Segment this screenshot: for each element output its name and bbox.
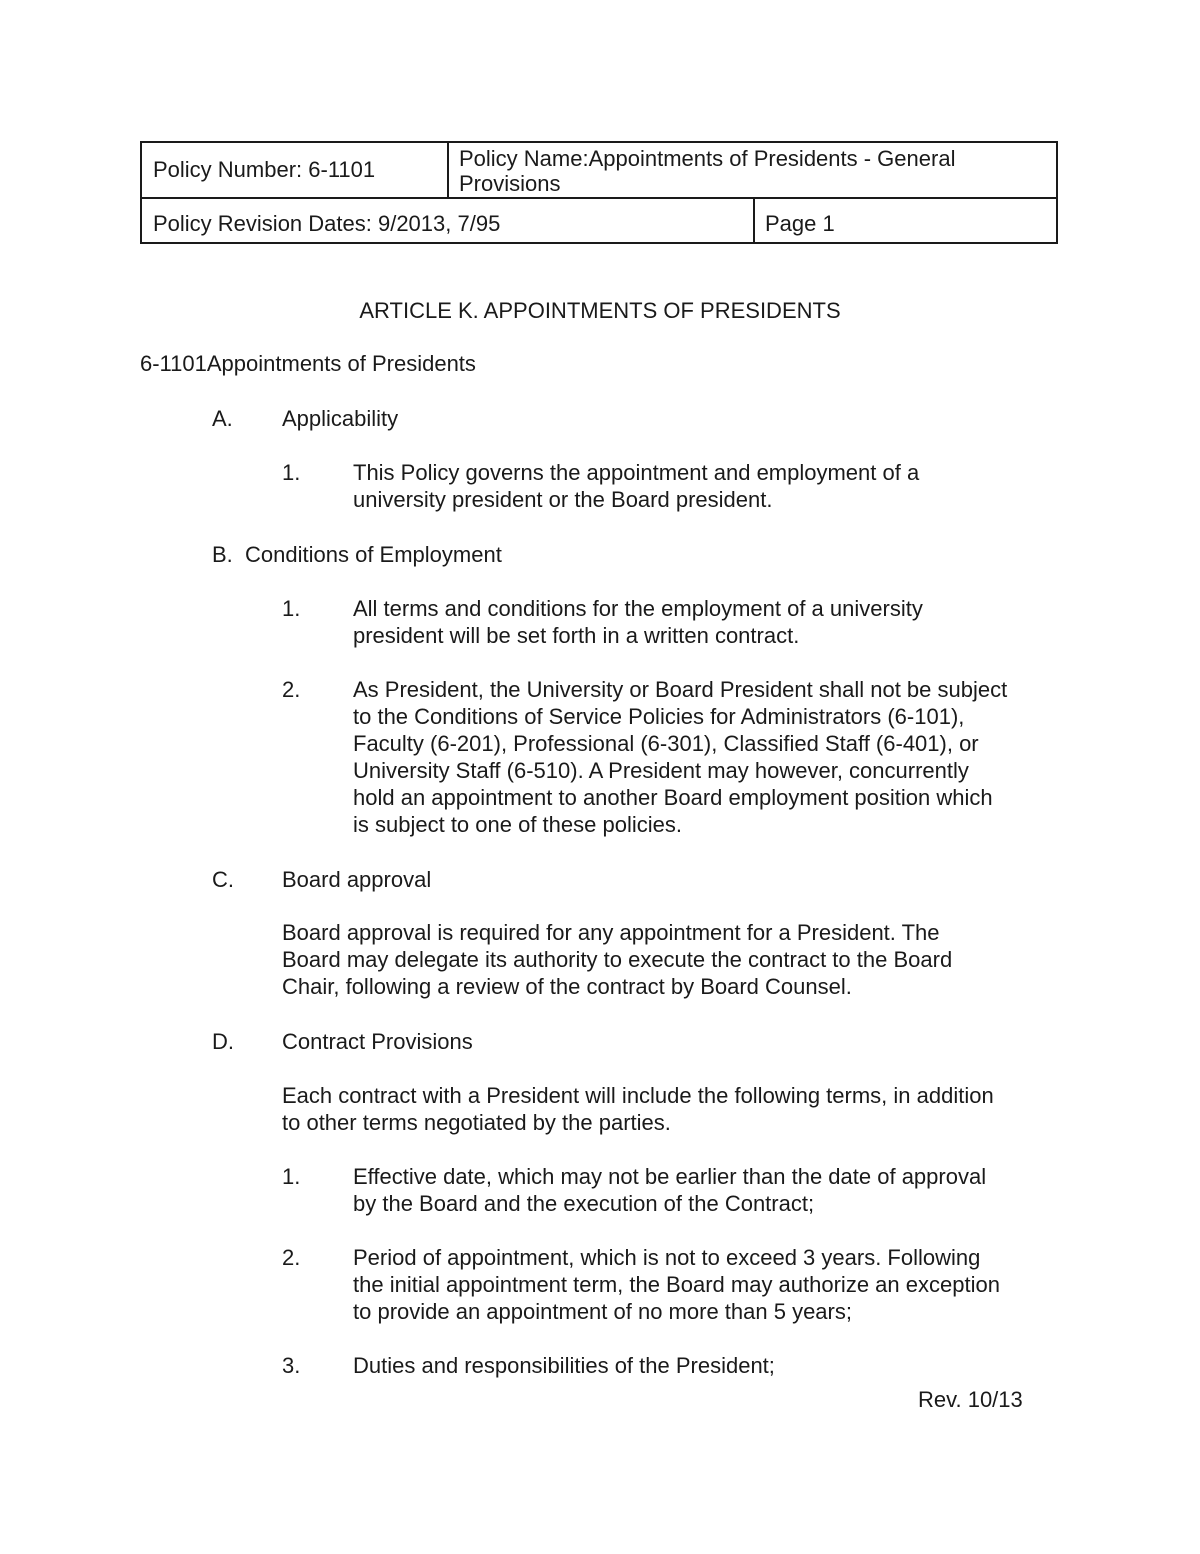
policy-name-line-2: Provisions [459,171,561,196]
body-line: Chair, following a review of the contract by Board Counsel. [282,974,852,999]
page-number: Page 1 [765,211,835,236]
list-item-number: 3. [282,1353,301,1378]
list-item-line: to the Conditions of Service Policies for Administrators (6-101), [353,704,965,729]
section-c-label: C. [212,867,234,892]
body-line: Board may delegate its authority to execute the contract to the Board [282,947,953,972]
header-row-2 [142,199,1056,242]
article-title: ARTICLE K. APPOINTMENTS OF PRESIDENTS [359,298,841,323]
body-line: Each contract with a President will include the following terms, in addition [282,1083,994,1108]
section-a-title: Applicability [282,406,399,431]
list-item-number: 2. [282,1245,301,1270]
list-item-line: to provide an appointment of no more than 5 years; [353,1299,852,1324]
section-d-title: Contract Provisions [282,1029,473,1054]
policy-name-line-1: Policy Name:Appointments of Presidents - General [459,146,956,171]
section-number: 6-1101 [140,351,207,376]
list-item-line: university president or the Board president. [353,487,773,512]
revision-footer: Rev. 10/13 [918,1387,1023,1412]
list-item-line: This Policy governs the appointment and employment of a [353,460,920,485]
list-item-line: by the Board and the execution of the Contract; [353,1191,815,1216]
list-item-line: As President, the University or Board President shall not be subject [353,677,1008,702]
section-a-label: A. [212,406,233,431]
section-b-label: B. [212,542,233,567]
list-item-line: Period of appointment, which is not to exceed 3 years. Following [353,1245,981,1270]
list-item-line: All terms and conditions for the employment of a university [353,596,923,621]
body-line: Board approval is required for any appointment for a President. The [282,920,940,945]
list-item-line: president will be set forth in a written contract. [353,623,800,648]
policy-number: Policy Number: 6-1101 [153,157,376,182]
header-divider [447,143,449,197]
list-item-line: Faculty (6-201), Professional (6-301), Classified Staff (6-401), or [353,731,979,756]
list-item-number: 1. [282,460,301,485]
list-item-line: Effective date, which may not be earlier than the date of approval [353,1164,987,1189]
list-item-line: hold an appointment to another Board employment position which [353,785,993,810]
list-item-line: the initial appointment term, the Board may authorize an exception [353,1272,1000,1297]
body-line: to other terms negotiated by the parties. [282,1110,671,1135]
section-heading [140,350,476,377]
list-item-line: Duties and responsibilities of the President; [353,1353,775,1378]
header-divider [753,199,755,242]
section-title: Appointments of Presidents [206,351,476,376]
policy-header-table [140,141,1058,244]
list-item-line: University Staff (6-510). A President may however, concurrently [353,758,969,783]
section-b-heading [212,541,502,568]
section-d-label: D. [212,1029,234,1054]
header-row-1 [142,143,1056,199]
policy-revision-dates: Policy Revision Dates: 9/2013, 7/95 [153,211,501,236]
list-item-number: 1. [282,596,301,621]
list-item-number: 1. [282,1164,301,1189]
section-c-title: Board approval [282,867,432,892]
list-item-number: 2. [282,677,301,702]
section-b-title: Conditions of Employment [245,542,502,567]
list-item-line: is subject to one of these policies. [353,812,682,837]
